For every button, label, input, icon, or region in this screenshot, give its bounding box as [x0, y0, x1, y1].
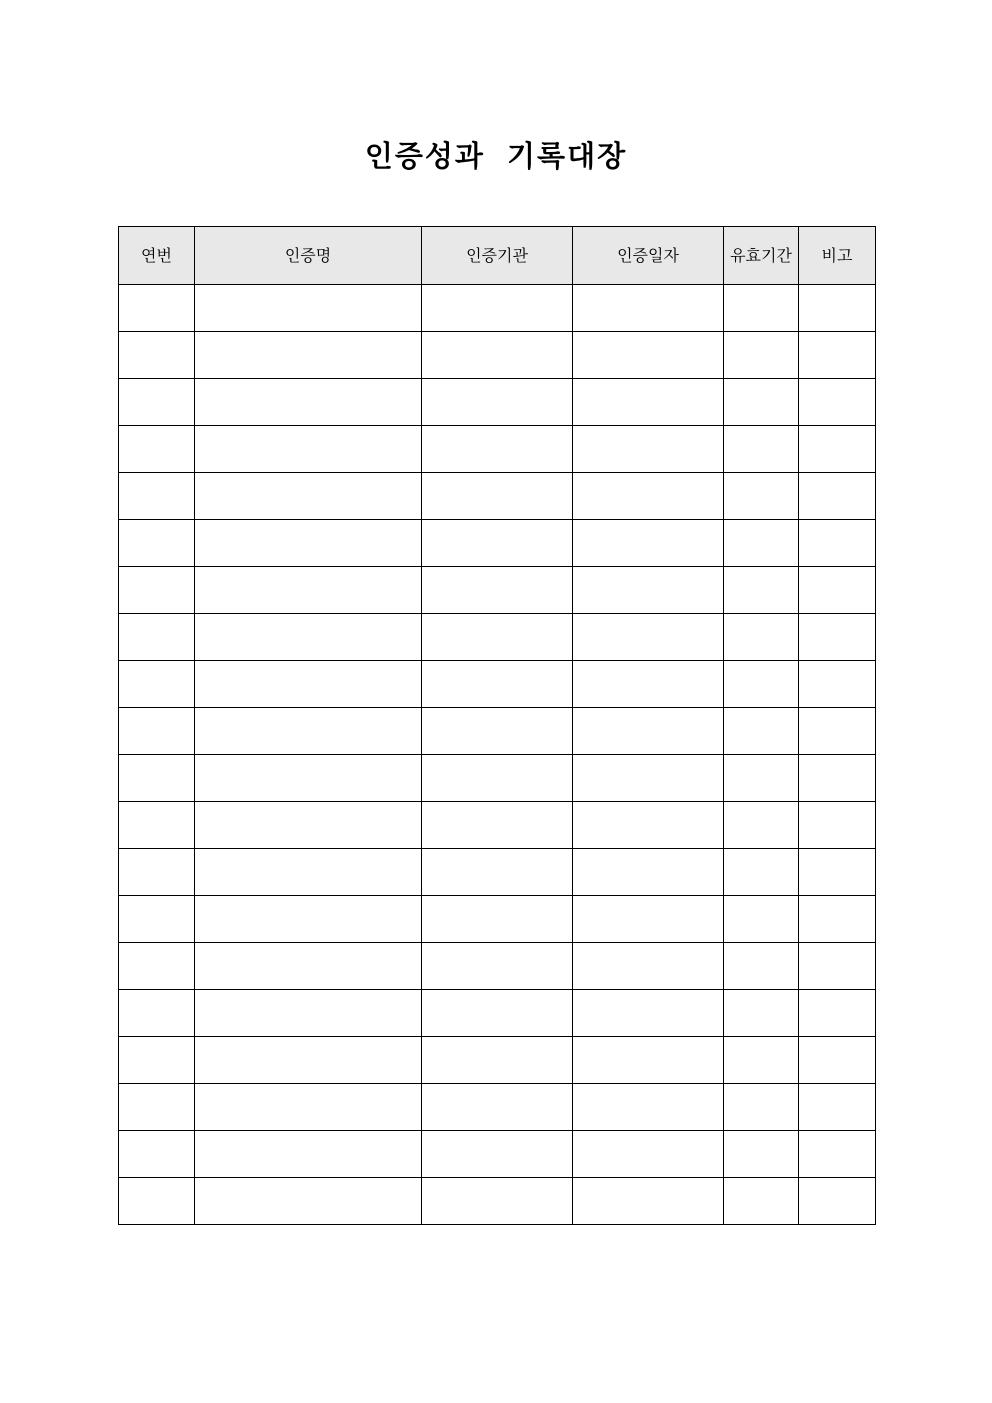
certification-name-cell[interactable] — [195, 1178, 422, 1225]
validity-period-cell[interactable] — [724, 1037, 799, 1084]
table-row — [119, 849, 876, 896]
header-remarks: 비고 — [799, 227, 876, 285]
certification-name-cell[interactable] — [195, 661, 422, 708]
certifying-body-cell[interactable] — [422, 520, 573, 567]
header-certification-name: 인증명 — [195, 227, 422, 285]
validity-period-cell[interactable] — [724, 520, 799, 567]
certification-name-cell[interactable] — [195, 332, 422, 379]
serial-number-cell[interactable] — [119, 1178, 195, 1225]
certifying-body-cell[interactable] — [422, 1178, 573, 1225]
validity-period-cell[interactable] — [724, 285, 799, 332]
certification-name-cell[interactable] — [195, 1084, 422, 1131]
table-row — [119, 990, 876, 1037]
serial-number-cell[interactable] — [119, 896, 195, 943]
serial-number-cell[interactable] — [119, 379, 195, 426]
remarks-cell[interactable] — [799, 990, 876, 1037]
serial-number-cell[interactable] — [119, 473, 195, 520]
header-certification-date: 인증일자 — [573, 227, 724, 285]
remarks-cell[interactable] — [799, 473, 876, 520]
validity-period-cell[interactable] — [724, 896, 799, 943]
table-header-row — [119, 227, 876, 285]
certification-name-cell[interactable] — [195, 285, 422, 332]
certification-name-cell[interactable] — [195, 849, 422, 896]
certification-date-cell[interactable] — [573, 849, 724, 896]
certification-date-cell[interactable] — [573, 285, 724, 332]
remarks-cell[interactable] — [799, 896, 876, 943]
certification-date-cell[interactable] — [573, 332, 724, 379]
certification-name-cell[interactable] — [195, 943, 422, 990]
table-row — [119, 379, 876, 426]
certification-date-cell[interactable] — [573, 1178, 724, 1225]
certifying-body-cell[interactable] — [422, 332, 573, 379]
validity-period-cell[interactable] — [724, 379, 799, 426]
certification-name-cell[interactable] — [195, 614, 422, 661]
serial-number-cell[interactable] — [119, 567, 195, 614]
remarks-cell[interactable] — [799, 379, 876, 426]
serial-number-cell[interactable] — [119, 426, 195, 473]
validity-period-cell[interactable] — [724, 708, 799, 755]
certification-date-cell[interactable] — [573, 520, 724, 567]
remarks-cell[interactable] — [799, 1178, 876, 1225]
certifying-body-cell[interactable] — [422, 1084, 573, 1131]
certification-date-cell[interactable] — [573, 379, 724, 426]
header-serial-number: 연번 — [119, 227, 195, 285]
certification-name-cell[interactable] — [195, 896, 422, 943]
validity-period-cell[interactable] — [724, 755, 799, 802]
certification-register-table — [118, 226, 876, 1225]
certification-date-cell[interactable] — [573, 473, 724, 520]
serial-number-cell[interactable] — [119, 614, 195, 661]
remarks-cell[interactable] — [799, 849, 876, 896]
certification-name-cell[interactable] — [195, 990, 422, 1037]
validity-period-cell[interactable] — [724, 614, 799, 661]
certification-date-cell[interactable] — [573, 708, 724, 755]
remarks-cell[interactable] — [799, 1084, 876, 1131]
certification-date-cell[interactable] — [573, 1084, 724, 1131]
remarks-cell[interactable] — [799, 285, 876, 332]
remarks-cell[interactable] — [799, 943, 876, 990]
remarks-cell[interactable] — [799, 614, 876, 661]
certifying-body-cell[interactable] — [422, 661, 573, 708]
table-row — [119, 567, 876, 614]
table-body — [119, 285, 876, 1225]
certifying-body-cell[interactable] — [422, 943, 573, 990]
table-row — [119, 285, 876, 332]
remarks-cell[interactable] — [799, 332, 876, 379]
certifying-body-cell[interactable] — [422, 567, 573, 614]
serial-number-cell[interactable] — [119, 943, 195, 990]
table-row — [119, 1178, 876, 1225]
validity-period-cell[interactable] — [724, 943, 799, 990]
table-row — [119, 332, 876, 379]
serial-number-cell[interactable] — [119, 1131, 195, 1178]
validity-period-cell[interactable] — [724, 802, 799, 849]
certification-name-cell[interactable] — [195, 1131, 422, 1178]
validity-period-cell[interactable] — [724, 473, 799, 520]
remarks-cell[interactable] — [799, 1037, 876, 1084]
certification-date-cell[interactable] — [573, 1131, 724, 1178]
table-row — [119, 661, 876, 708]
certifying-body-cell[interactable] — [422, 426, 573, 473]
certification-date-cell[interactable] — [573, 567, 724, 614]
serial-number-cell[interactable] — [119, 332, 195, 379]
certification-name-cell[interactable] — [195, 426, 422, 473]
serial-number-cell[interactable] — [119, 849, 195, 896]
remarks-cell[interactable] — [799, 755, 876, 802]
certifying-body-cell[interactable] — [422, 802, 573, 849]
table-row — [119, 1084, 876, 1131]
certification-name-cell[interactable] — [195, 755, 422, 802]
certifying-body-cell[interactable] — [422, 614, 573, 661]
validity-period-cell[interactable] — [724, 426, 799, 473]
table-row — [119, 473, 876, 520]
validity-period-cell[interactable] — [724, 332, 799, 379]
table-row — [119, 1131, 876, 1178]
serial-number-cell[interactable] — [119, 1084, 195, 1131]
serial-number-cell[interactable] — [119, 1037, 195, 1084]
remarks-cell[interactable] — [799, 708, 876, 755]
certification-name-cell[interactable] — [195, 473, 422, 520]
certification-date-cell[interactable] — [573, 802, 724, 849]
certification-date-cell[interactable] — [573, 1037, 724, 1084]
serial-number-cell[interactable] — [119, 285, 195, 332]
table-row — [119, 755, 876, 802]
table-row — [119, 943, 876, 990]
certifying-body-cell[interactable] — [422, 755, 573, 802]
remarks-cell[interactable] — [799, 567, 876, 614]
certifying-body-cell[interactable] — [422, 708, 573, 755]
document-title: 인증성과 기록대장 — [364, 139, 628, 173]
certification-name-cell[interactable] — [195, 1037, 422, 1084]
remarks-cell[interactable] — [799, 426, 876, 473]
serial-number-cell[interactable] — [119, 708, 195, 755]
serial-number-cell[interactable] — [119, 755, 195, 802]
serial-number-cell[interactable] — [119, 661, 195, 708]
certifying-body-cell[interactable] — [422, 990, 573, 1037]
certification-name-cell[interactable] — [195, 567, 422, 614]
validity-period-cell[interactable] — [724, 990, 799, 1037]
table-row — [119, 520, 876, 567]
certification-date-cell[interactable] — [573, 990, 724, 1037]
certification-date-cell[interactable] — [573, 614, 724, 661]
certification-name-cell[interactable] — [195, 379, 422, 426]
validity-period-cell[interactable] — [724, 661, 799, 708]
certification-date-cell[interactable] — [573, 896, 724, 943]
certification-name-cell[interactable] — [195, 802, 422, 849]
certification-date-cell[interactable] — [573, 943, 724, 990]
validity-period-cell[interactable] — [724, 567, 799, 614]
header-validity-period: 유효기간 — [724, 227, 799, 285]
serial-number-cell[interactable] — [119, 990, 195, 1037]
remarks-cell[interactable] — [799, 1131, 876, 1178]
certification-date-cell[interactable] — [573, 661, 724, 708]
certifying-body-cell[interactable] — [422, 1131, 573, 1178]
certification-name-cell[interactable] — [195, 708, 422, 755]
table-row — [119, 708, 876, 755]
header-certifying-body: 인증기관 — [422, 227, 573, 285]
serial-number-cell[interactable] — [119, 520, 195, 567]
validity-period-cell[interactable] — [724, 1084, 799, 1131]
certifying-body-cell[interactable] — [422, 473, 573, 520]
remarks-cell[interactable] — [799, 661, 876, 708]
certifying-body-cell[interactable] — [422, 849, 573, 896]
certifying-body-cell[interactable] — [422, 379, 573, 426]
certification-date-cell[interactable] — [573, 426, 724, 473]
certifying-body-cell[interactable] — [422, 896, 573, 943]
certification-name-cell[interactable] — [195, 520, 422, 567]
serial-number-cell[interactable] — [119, 802, 195, 849]
remarks-cell[interactable] — [799, 802, 876, 849]
table-row — [119, 896, 876, 943]
validity-period-cell[interactable] — [724, 849, 799, 896]
table-row — [119, 802, 876, 849]
validity-period-cell[interactable] — [724, 1178, 799, 1225]
table-row — [119, 426, 876, 473]
certifying-body-cell[interactable] — [422, 285, 573, 332]
certification-date-cell[interactable] — [573, 755, 724, 802]
certifying-body-cell[interactable] — [422, 1037, 573, 1084]
validity-period-cell[interactable] — [724, 1131, 799, 1178]
remarks-cell[interactable] — [799, 520, 876, 567]
table-row — [119, 614, 876, 661]
table-row — [119, 1037, 876, 1084]
